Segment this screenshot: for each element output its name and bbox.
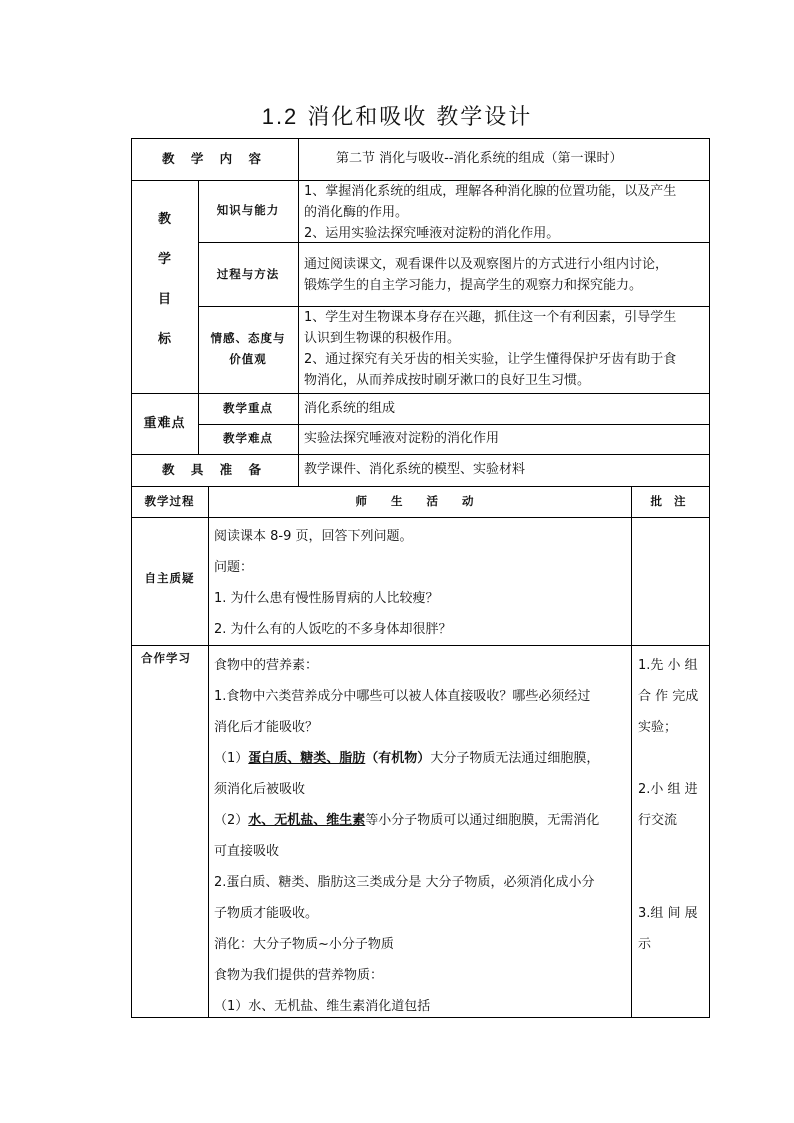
coop-notes: 1.先 小 组 合 作 完成 实验； 2.小 组 进 行交流 3.组 间 展 示 — [638, 658, 699, 952]
table-border — [131, 393, 709, 394]
table-border — [131, 517, 709, 518]
self-study-text: 阅读课本 8-9 页，回答下列问题。 问题： 1. 为什么患有慢性肠胃病的人比较瘦？ 2. 为什么有的人饭吃的不多身体却很胖？ — [214, 529, 452, 637]
goal-knowledge-text: 1、掌握消化系统的组成，理解各种消化腺的位置功能，以及产生 的消化酶的作用。 2、运用实验法探究唾液对淀粉的消化作用。 — [304, 184, 677, 241]
goal-process-label: 过程与方法 — [216, 267, 280, 281]
process-col-activity: 师 生 活 动 — [355, 494, 484, 508]
tools-text: 教学课件、消化系统的模型、实验材料 — [304, 462, 526, 477]
table-border — [198, 424, 709, 425]
key-difficulty-text: 实验法探究唾液对淀粉的消化作用 — [304, 431, 500, 446]
self-study-label: 自主质疑 — [144, 571, 195, 585]
goals-label: 教 学 目 标 — [157, 212, 171, 347]
content-label: 教 学 内 容 — [161, 151, 268, 166]
process-col-notes: 批 注 — [650, 494, 690, 508]
table-border — [131, 645, 709, 646]
process-col-stage: 教学过程 — [144, 494, 195, 508]
key-label: 重难点 — [143, 416, 186, 431]
table-border — [131, 454, 709, 455]
tools-label: 教 具 准 备 — [161, 462, 268, 477]
key-focus-label: 教学重点 — [223, 401, 273, 415]
coop-study-label: 合作学习 — [141, 651, 191, 665]
page-title: 1.2 消化和吸收 教学设计 — [261, 104, 533, 130]
goal-process-text: 通过阅读课文，观看课件以及观察图片的方式进行小组内讨论， 锻炼学生的自主学习能力，提高学生的观察力和探究能力。 — [304, 257, 669, 293]
goal-knowledge-label: 知识与能力 — [216, 203, 280, 217]
goal-attitude-text: 1、学生对生物课本身存在兴趣，抓住这一个有利因素，引导学生 认识到生物课的积极作用。 2、通过探究有关牙齿的相关实验，让学生懂得保护牙齿有助于食 物消化，从而养成按时刷牙漱口的良好卫生习惯。 — [304, 310, 677, 388]
table-border — [131, 486, 709, 487]
key-focus-text: 消化系统的组成 — [304, 401, 396, 416]
table-border — [131, 138, 709, 139]
key-difficulty-label: 教学难点 — [223, 431, 273, 445]
goal-attitude-label: 情感、态度与 价值观 — [210, 331, 286, 366]
table-border — [709, 138, 710, 1018]
content-value: 第二节 消化与吸收--消化系统的组成（第一课时） — [336, 151, 623, 166]
coop-study-text: 食物中的营养素： 1.食物中六类营养成分中哪些可以被人体直接吸收？哪些必须经过 消化后才能吸收？ （1）蛋白质、糖类、脂肪（有机物）大分子物质无法通过细胞膜， 须消化后被吸收 （2）水、无机盐、维生素等小分子物质可以通过细胞膜，无需消化 可直接吸收 2.蛋白质、糖类、脂肪这三类成分是 大分子物质，必须消化成小分 子物质才能吸收。 消化：大分子物质~小分子物质 食物为我们提供的营养物质： （1）水、无机盐、维生素消化道包括 — [214, 658, 600, 1014]
